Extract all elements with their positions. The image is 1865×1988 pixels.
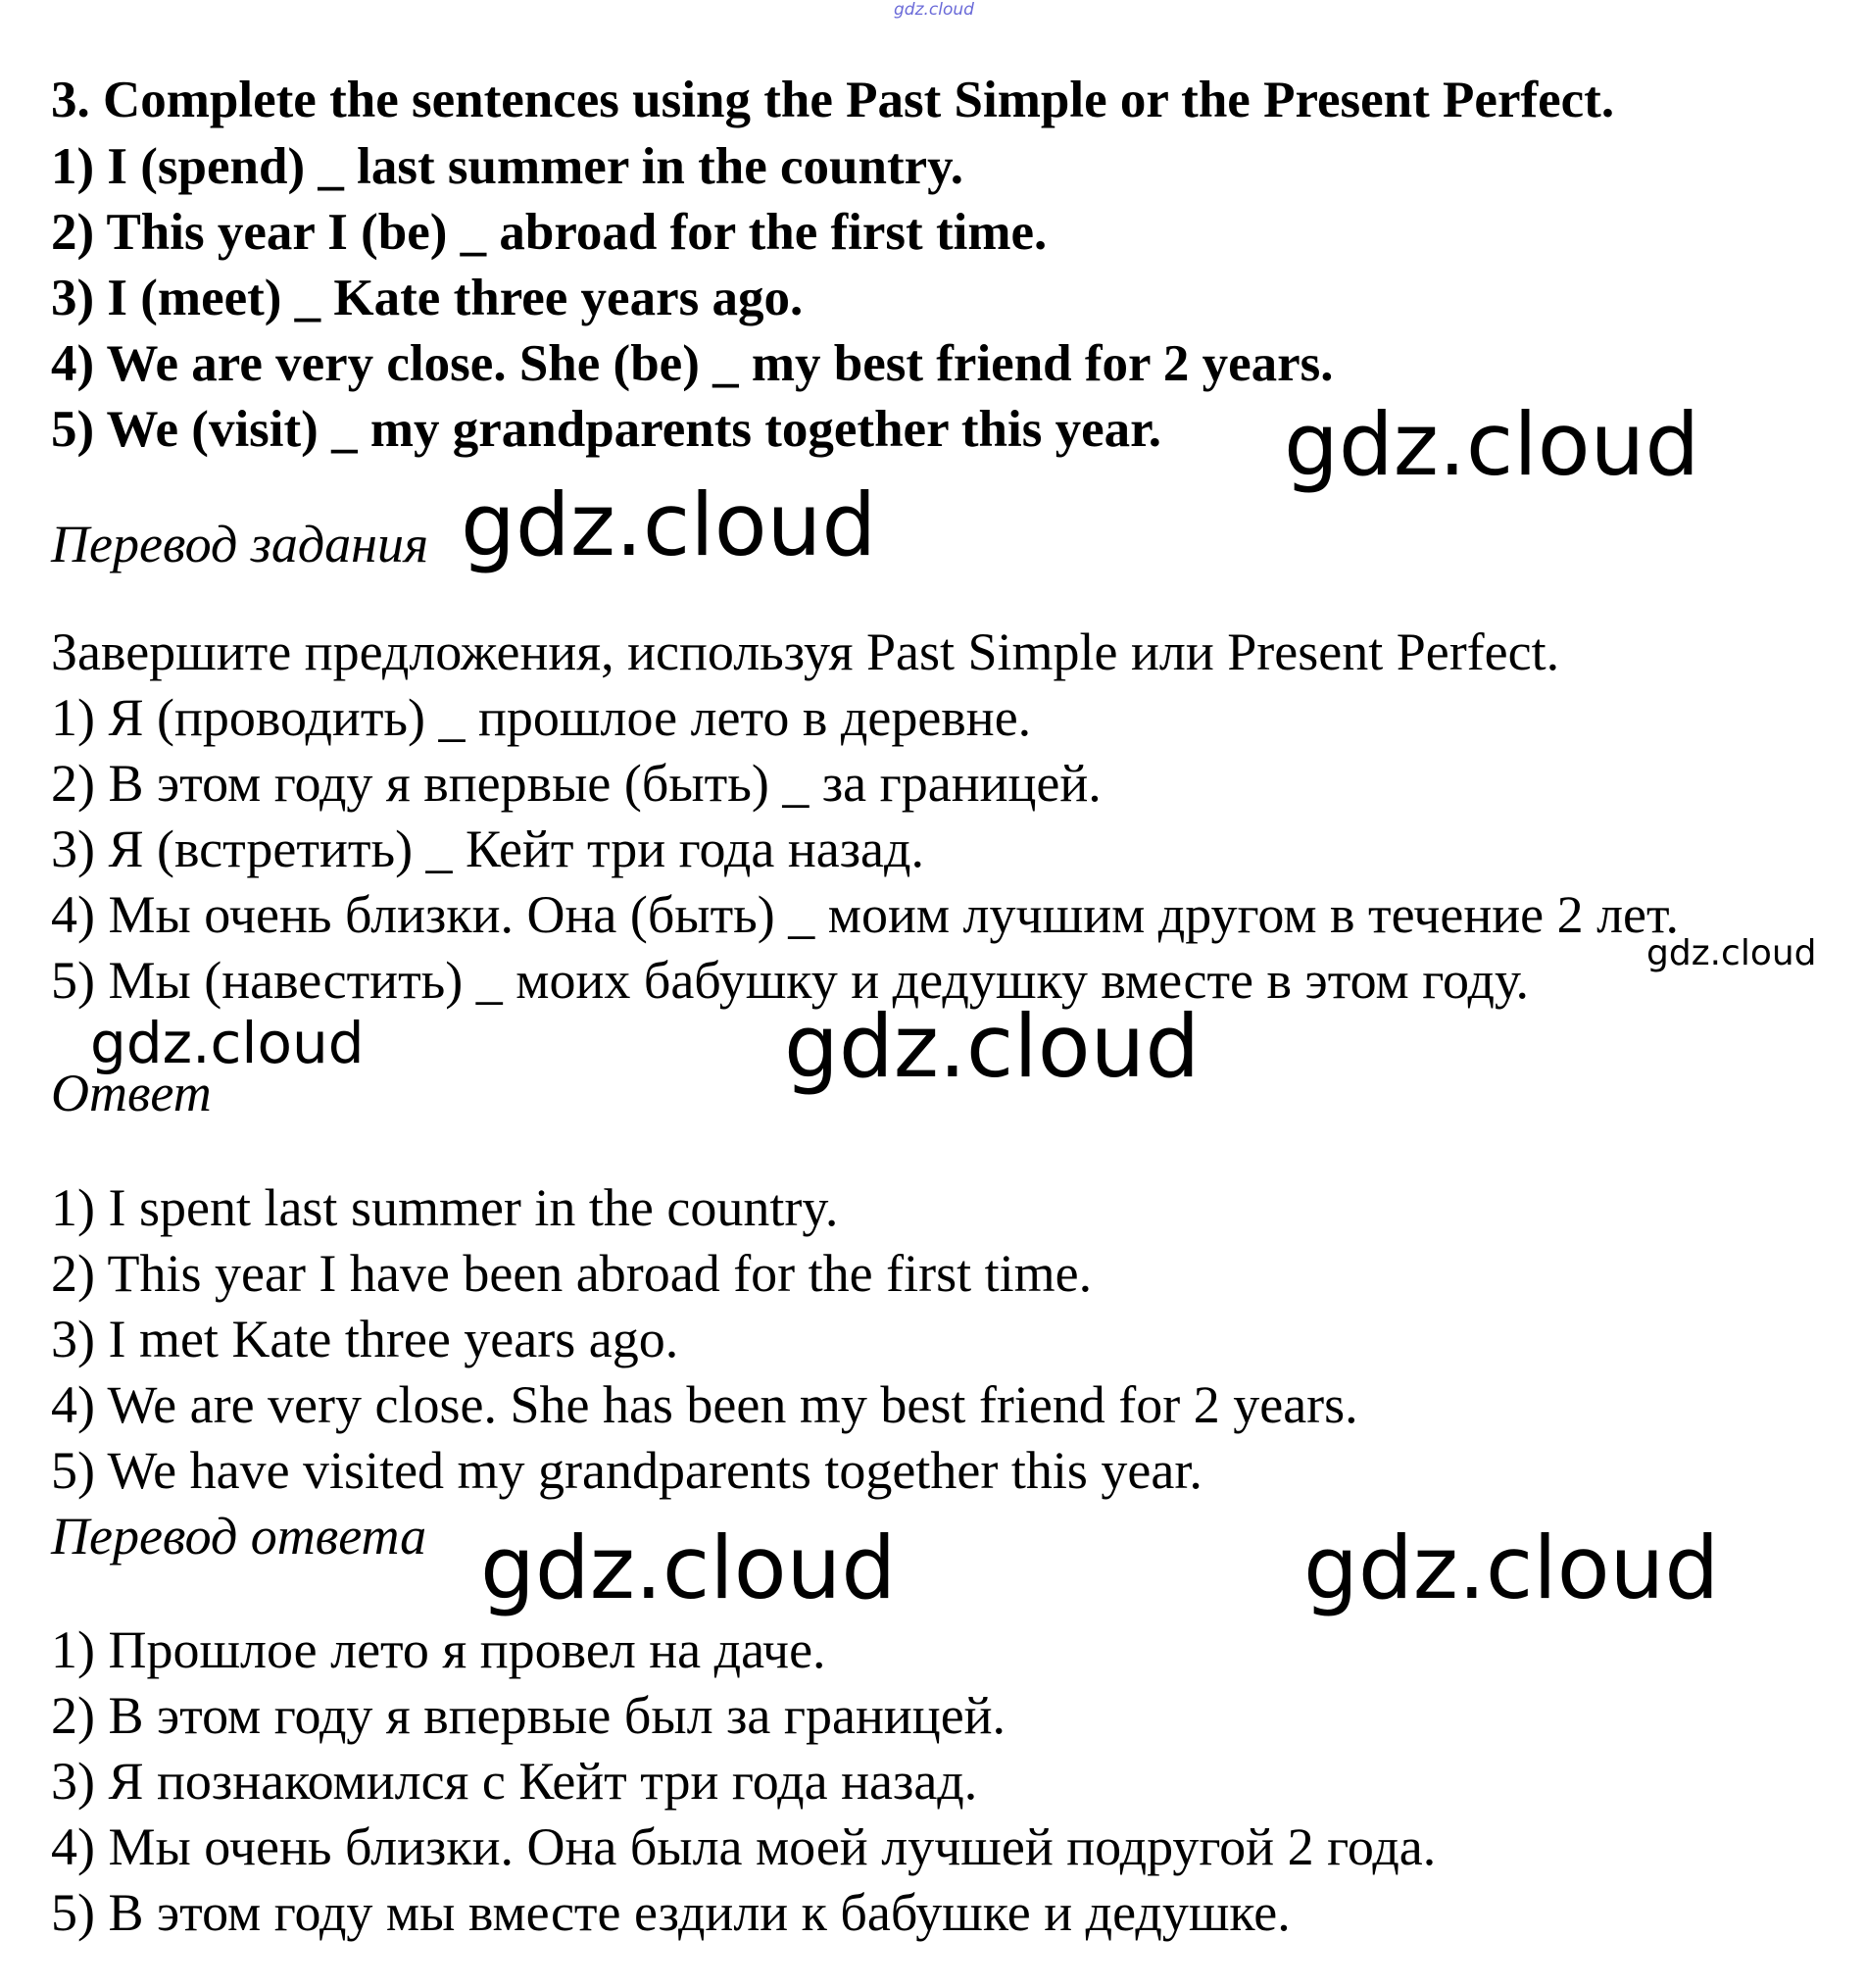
task-item-5: 5) We (visit) _ my grandparents together this year.: [51, 401, 1162, 458]
watermark-5: gdz.cloud: [784, 996, 1201, 1097]
task-item-3: 3) I (meet) _ Kate three years ago.: [51, 270, 804, 326]
task-translation-heading: Перевод задания: [51, 515, 429, 573]
answer-item-4: 4) We are very close. She has been my best friend for 2 years.: [51, 1375, 1358, 1434]
answer-item-1: 1) I spent last summer in the country.: [51, 1178, 839, 1237]
answer-heading: Ответ: [51, 1064, 212, 1122]
task-translation-intro: Завершите предложения, используя Past Simple или Present Perfect.: [51, 622, 1560, 681]
answer-translation-item-3: 3) Я познакомился с Кейт три года назад.: [51, 1752, 978, 1811]
watermark-4: gdz.cloud: [90, 1010, 365, 1076]
task-translation-item-3: 3) Я (встретить) _ Кейт три года назад.: [51, 820, 924, 878]
watermark-top: gdz.cloud: [894, 0, 974, 20]
watermark-6: gdz.cloud: [480, 1517, 897, 1618]
answer-translation-item-1: 1) Прошлое лето я провел на даче.: [51, 1620, 826, 1679]
watermark-3: gdz.cloud: [1646, 933, 1817, 973]
answer-item-5: 5) We have visited my grandparents together this year.: [51, 1441, 1202, 1500]
answer-translation-item-4: 4) Мы очень близки. Она была моей лучшей подругой 2 года.: [51, 1817, 1437, 1876]
answer-item-2: 2) This year I have been abroad for the first time.: [51, 1244, 1093, 1303]
watermark-7: gdz.cloud: [1303, 1517, 1720, 1618]
task-item-2: 2) This year I (be) _ abroad for the first time.: [51, 204, 1048, 261]
task-title: 3. Complete the sentences using the Past Simple or the Present Perfect.: [51, 72, 1615, 128]
task-translation-item-5: 5) Мы (навестить) _ моих бабушку и дедушку вместе в этом году.: [51, 951, 1530, 1010]
answer-translation-heading: Перевод ответа: [51, 1507, 427, 1566]
answer-translation-item-2: 2) В этом году я впервые был за границей.: [51, 1686, 1006, 1745]
task-translation-item-4: 4) Мы очень близки. Она (быть) _ моим лучшим другом в течение 2 лет.: [51, 885, 1680, 944]
task-translation-item-1: 1) Я (проводить) _ прошлое лето в деревне.: [51, 688, 1032, 747]
task-item-4: 4) We are very close. She (be) _ my best friend for 2 years.: [51, 335, 1334, 392]
watermark-2: gdz.cloud: [461, 474, 877, 575]
task-item-1: 1) I (spend) _ last summer in the country.: [51, 138, 963, 195]
answer-item-3: 3) I met Kate three years ago.: [51, 1310, 679, 1368]
task-translation-item-2: 2) В этом году я впервые (быть) _ за границей.: [51, 754, 1102, 813]
watermark-1: gdz.cloud: [1284, 394, 1700, 495]
answer-translation-item-5: 5) В этом году мы вместе ездили к бабушке и дедушке.: [51, 1883, 1291, 1942]
